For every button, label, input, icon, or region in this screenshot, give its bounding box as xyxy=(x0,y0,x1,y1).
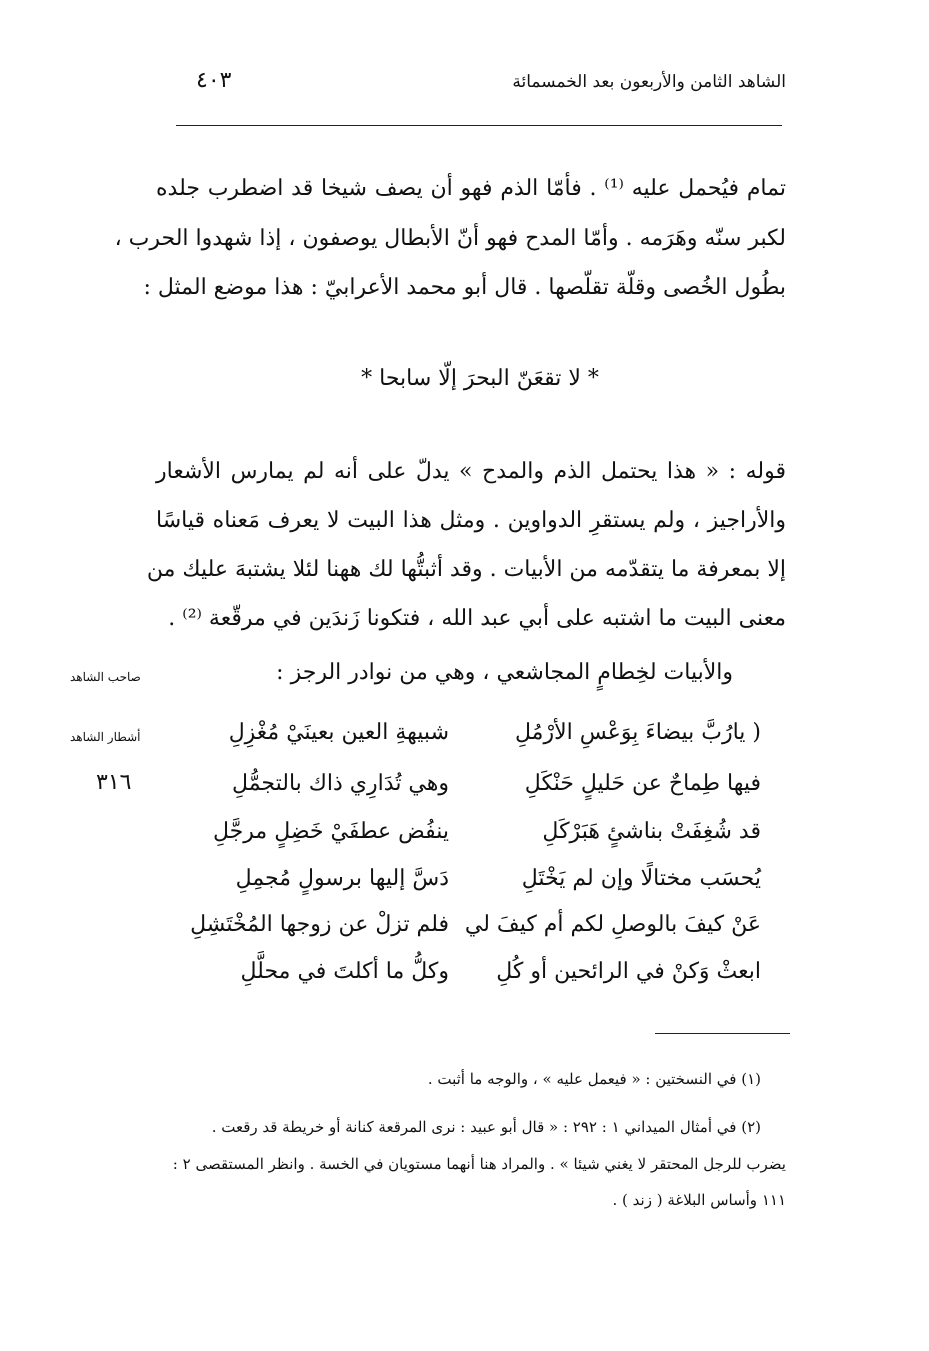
verse-second-hemistich: ينفُض عطفَيْ خَضِلٍ مرجَّلِ xyxy=(213,819,449,844)
header-rule xyxy=(176,125,782,126)
verse-first-hemistich: ( يارُبَّ بيضاءَ بِوَعْسِ الأرْمُلِ xyxy=(515,720,761,745)
paragraph-line: لكبر سنّه وهَرَمه . وأمّا المدح فهو أنّ الأبطال يوصفون ، إذا شهدوا الحرب ، xyxy=(114,226,786,251)
footnote: (٢) في أمثال الميداني ١ : ٢٩٢ : « قال أبو عبيد : نرى المرقعة كنانة أو خريطة قد رقعت . xyxy=(211,1118,761,1136)
footnote: ١١١ وأساس البلاغة ( زند ) . xyxy=(612,1191,786,1209)
margin-note-verses: أشطار الشاهد xyxy=(70,730,141,744)
proverb-quote: * لا تقعَنّ البحرَ إلّا سابحا * xyxy=(361,366,599,391)
verse-number: ٣١٦ xyxy=(96,770,132,795)
verse-first-hemistich: عَنْ كيفَ بالوصلِ لكم أم كيفَ لي xyxy=(464,912,761,937)
page-number: ٤٠٣ xyxy=(196,68,232,93)
paragraph-line: معنى البيت ما اشتبه على أبي عبد الله ، فتكونا زَندَين في مرقّعة ⁽²⁾ . xyxy=(168,606,786,631)
paragraph-line: والأراجيز ، ولم يستقرِ الدواوين . ومثل هذا البيت لا يعرف مَعناه قياسًا xyxy=(156,508,786,533)
verse-second-hemistich: فلم تزلْ عن زوجها المُخْتَشِلِ xyxy=(190,912,449,937)
footnote: يضرب للرجل المحتقر لا يغني شيئا » . والمراد هنا أنهما مستويان في الخسة . وانظر المستقصى ٢ : xyxy=(172,1155,786,1173)
paragraph-line: تمام فيُحمل عليه ⁽¹⁾ . فأمّا الذم فهو أن يصف شيخا قد اضطرب جلده xyxy=(156,176,786,201)
paragraph-line: بطُول الخُصى وقلّة تقلّصها . قال أبو محمد الأعرابيّ : هذا موضع المثل : xyxy=(143,275,786,300)
paragraph-line: إلا بمعرفة ما يتقدّمه من الأبيات . وقد أثبتُّها لك ههنا لئلا يشتبهَ عليك من xyxy=(146,557,786,582)
verse-first-hemistich: فيها طِماحٌ عن حَليلٍ حَنْكَلِ xyxy=(524,771,761,796)
verse-first-hemistich: ابعثْ وَكنْ في الرائحين أو كُلِ xyxy=(496,959,761,984)
verse-second-hemistich: شبيهةِ العين بعينَيْ مُغْزِلِ xyxy=(228,720,449,745)
verses-intro: والأبيات لخِطامٍ المجاشعي ، وهي من نوادر الرجز : xyxy=(276,660,733,685)
paragraph-line: قوله : « هذا يحتمل الذم والمدح » يدلّ على أنه لم يمارس الأشعار xyxy=(156,459,786,484)
verse-second-hemistich: دَسَّ إليها برسولٍ مُجمِلِ xyxy=(235,866,449,891)
verse-first-hemistich: يُحسَب مختالًا وإن لم يَخْتَلِ xyxy=(521,866,761,891)
running-title: الشاهد الثامن والأربعون بعد الخمسمائة xyxy=(512,72,786,92)
margin-note-poet: صاحب الشاهد xyxy=(70,670,141,684)
verse-first-hemistich: قد شُغِفَتْ بناشئٍ هَبَرْكَلِ xyxy=(542,819,761,844)
footnote-rule xyxy=(655,1033,790,1034)
verse-second-hemistich: وكلُّ ما أكلتَ في محلَّلِ xyxy=(240,959,449,984)
verse-second-hemistich: وهي تُدَارِي ذاك بالتجمُّلِ xyxy=(232,771,449,796)
footnote: (١) في النسختين : « فيعمل عليه » ، والوجه ما أثبت . xyxy=(427,1070,761,1088)
